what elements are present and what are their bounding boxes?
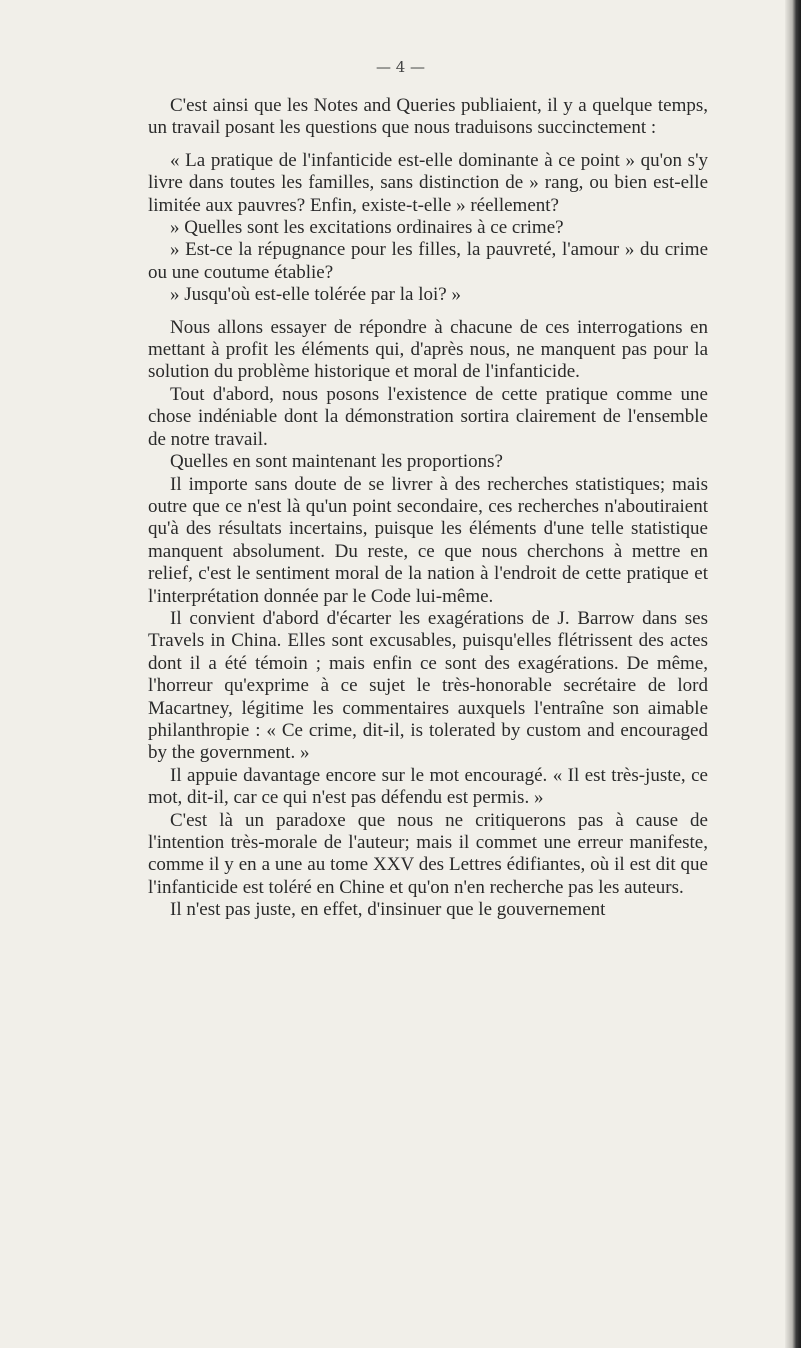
paragraph-1: C'est ainsi que les Notes and Queries publiaient, il y a quelque temps, un travail posant les questions que nous traduisons succinctement : — [148, 95, 708, 139]
page-number: — 4 — — [375, 58, 426, 76]
quote-line-2: » Quelles sont les excitations ordinaires à ce crime? — [170, 217, 564, 239]
quote-line-3: » Est-ce la répugnance pour les filles, la pauvreté, l'amour » du crime ou une coutume établie? — [148, 239, 708, 283]
body-text — [148, 95, 708, 922]
paragraph-8: C'est là un paradoxe que nous ne critiquerons pas à cause de l'intention très-morale de l'auteur; mais il commet une erreur manifeste, comme il y en a une au tome XXV des Lettres édifiantes, où il est dit que l'infanticide est toléré en Chine et qu'on n'en recherche pas les auteurs. — [148, 809, 708, 898]
paragraph-5: Il importe sans doute de se livrer à des recherches statistiques; mais outre que ce n'est là qu'un point secondaire, ces recherches n'aboutiraient qu'à des résultats incertains, puisque les éléments d'une telle statistique manquent absolument. Du reste, ce que nous cherchons à mettre en relief, c'est le sentiment moral de la nation à l'endroit de cette pratique et l'interprétation donnée par le Code lui-même. — [148, 473, 708, 607]
paragraph-6: Il convient d'abord d'écarter les exagérations de J. Barrow dans ses Travels in China. Elles sont excusables, puisqu'elles flétrissent des actes dont il a été témoin ; mais enfin ce sont des exagérations. De même, l'horreur qu'exprime à ce sujet le très-honorable secrétaire de lord Macartney, légitime les commentaires auxquels l'entraîne son aimable philanthropie : « Ce crime, dit-il, is tolerated by custom and encouraged by the government. » — [148, 607, 708, 764]
page-edge — [785, 0, 801, 1348]
paragraph-4: Quelles en sont maintenant les proportions? — [170, 451, 503, 473]
paragraph-7: Il appuie davantage encore sur le mot encouragé. « Il est très-juste, ce mot, dit-il, car ce qui n'est pas défendu est permis. » — [148, 764, 708, 809]
paragraph-9: Il n'est pas juste, en effet, d'insinuer que le gouvernement — [170, 899, 606, 921]
quote-line-4: » Jusqu'où est-elle tolérée par la loi? » — [170, 284, 461, 306]
paragraph-2: Nous allons essayer de répondre à chacune de ces interrogations en mettant à profit les éléments qui, d'après nous, ne manquent pas pour la solution du problème historique et moral de l'infanticide. — [148, 316, 708, 383]
paragraph-3: Tout d'abord, nous posons l'existence de cette pratique comme une chose indéniable dont la démonstration sortira clairement de l'ensemble de notre travail. — [148, 383, 708, 450]
quote-line-1: « La pratique de l'infanticide est-elle dominante à ce point » qu'on s'y livre dans toutes les familles, sans distinction de » rang, ou bien est-elle limitée aux pauvres? Enfin, existe-t-elle » réellement? — [148, 149, 708, 216]
